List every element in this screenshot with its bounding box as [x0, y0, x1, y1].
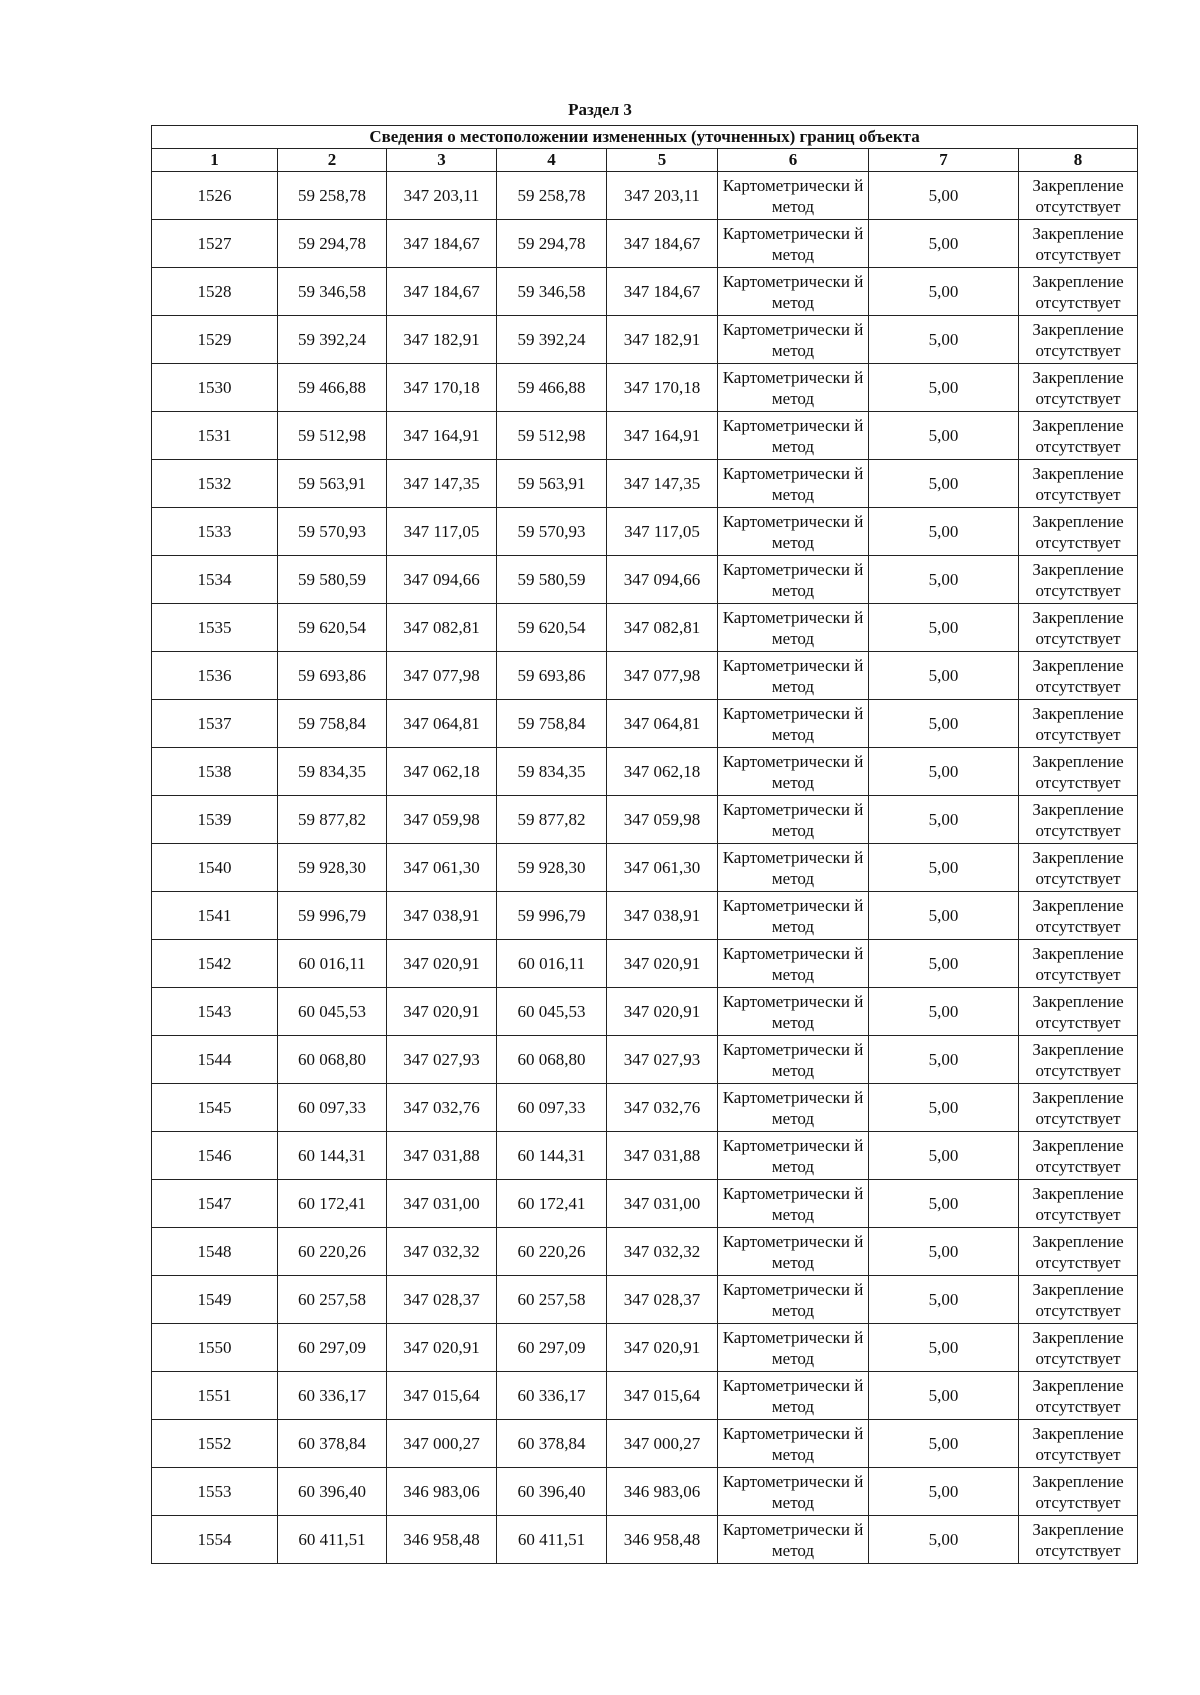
refined-y-cell: 347 028,37: [607, 1276, 718, 1324]
column-number: 2: [278, 149, 387, 172]
refined-y-cell: 347 164,91: [607, 412, 718, 460]
refined-y-cell: 347 031,00: [607, 1180, 718, 1228]
existing-y-cell: 347 094,66: [387, 556, 497, 604]
table-row: [152, 892, 1138, 940]
table-row: [152, 1084, 1138, 1132]
accuracy-cell: 5,00: [869, 364, 1019, 412]
refined-x-cell: 59 928,30: [497, 844, 607, 892]
refined-x-cell: 59 580,59: [497, 556, 607, 604]
refined-x-cell: 60 016,11: [497, 940, 607, 988]
refined-x-cell: 59 346,58: [497, 268, 607, 316]
method-cell: Картометрически й метод: [718, 844, 869, 892]
method-cell: Картометрически й метод: [718, 556, 869, 604]
point-number-cell: 1529: [152, 316, 278, 364]
method-cell: Картометрически й метод: [718, 796, 869, 844]
existing-y-cell: 346 958,48: [387, 1516, 497, 1564]
point-number-cell: 1544: [152, 1036, 278, 1084]
accuracy-cell: 5,00: [869, 316, 1019, 364]
accuracy-cell: 5,00: [869, 412, 1019, 460]
column-number: 8: [1019, 149, 1138, 172]
existing-y-cell: 347 184,67: [387, 268, 497, 316]
table-row: [152, 1468, 1138, 1516]
method-cell: Картометрически й метод: [718, 940, 869, 988]
table-row: [152, 652, 1138, 700]
method-cell: Картометрически й метод: [718, 268, 869, 316]
existing-x-cell: 59 580,59: [278, 556, 387, 604]
existing-x-cell: 59 996,79: [278, 892, 387, 940]
point-number-cell: 1546: [152, 1132, 278, 1180]
existing-x-cell: 59 834,35: [278, 748, 387, 796]
column-number: 1: [152, 149, 278, 172]
fixation-cell: Закрепление отсутствует: [1019, 604, 1138, 652]
refined-y-cell: 347 184,67: [607, 220, 718, 268]
refined-x-cell: 60 097,33: [497, 1084, 607, 1132]
refined-y-cell: 347 027,93: [607, 1036, 718, 1084]
existing-y-cell: 347 059,98: [387, 796, 497, 844]
point-number-cell: 1539: [152, 796, 278, 844]
fixation-cell: Закрепление отсутствует: [1019, 796, 1138, 844]
point-number-cell: 1542: [152, 940, 278, 988]
refined-y-cell: 347 059,98: [607, 796, 718, 844]
existing-y-cell: 347 184,67: [387, 220, 497, 268]
accuracy-cell: 5,00: [869, 172, 1019, 220]
table-row: [152, 220, 1138, 268]
fixation-cell: Закрепление отсутствует: [1019, 1324, 1138, 1372]
fixation-cell: Закрепление отсутствует: [1019, 268, 1138, 316]
existing-x-cell: 60 396,40: [278, 1468, 387, 1516]
existing-x-cell: 59 346,58: [278, 268, 387, 316]
method-cell: Картометрически й метод: [718, 988, 869, 1036]
refined-y-cell: 347 117,05: [607, 508, 718, 556]
table-row: [152, 1180, 1138, 1228]
point-number-cell: 1532: [152, 460, 278, 508]
table-row: [152, 1372, 1138, 1420]
refined-y-cell: 347 062,18: [607, 748, 718, 796]
accuracy-cell: 5,00: [869, 1468, 1019, 1516]
fixation-cell: Закрепление отсутствует: [1019, 460, 1138, 508]
table-row: [152, 316, 1138, 364]
existing-y-cell: 347 028,37: [387, 1276, 497, 1324]
table-row: [152, 604, 1138, 652]
refined-y-cell: 347 032,32: [607, 1228, 718, 1276]
refined-y-cell: 347 094,66: [607, 556, 718, 604]
refined-x-cell: 60 257,58: [497, 1276, 607, 1324]
existing-y-cell: 347 015,64: [387, 1372, 497, 1420]
accuracy-cell: 5,00: [869, 1228, 1019, 1276]
table-row: [152, 940, 1138, 988]
accuracy-cell: 5,00: [869, 1132, 1019, 1180]
method-cell: Картометрически й метод: [718, 364, 869, 412]
refined-x-cell: 59 996,79: [497, 892, 607, 940]
existing-y-cell: 347 170,18: [387, 364, 497, 412]
method-cell: Картометрически й метод: [718, 508, 869, 556]
accuracy-cell: 5,00: [869, 268, 1019, 316]
refined-y-cell: 347 032,76: [607, 1084, 718, 1132]
refined-x-cell: 59 877,82: [497, 796, 607, 844]
existing-x-cell: 59 512,98: [278, 412, 387, 460]
existing-x-cell: 59 693,86: [278, 652, 387, 700]
refined-y-cell: 347 038,91: [607, 892, 718, 940]
method-cell: Картометрически й метод: [718, 748, 869, 796]
existing-x-cell: 60 297,09: [278, 1324, 387, 1372]
fixation-cell: Закрепление отсутствует: [1019, 1468, 1138, 1516]
accuracy-cell: 5,00: [869, 748, 1019, 796]
refined-x-cell: 59 758,84: [497, 700, 607, 748]
existing-y-cell: 347 064,81: [387, 700, 497, 748]
fixation-cell: Закрепление отсутствует: [1019, 412, 1138, 460]
point-number-cell: 1537: [152, 700, 278, 748]
point-number-cell: 1534: [152, 556, 278, 604]
method-cell: Картометрически й метод: [718, 604, 869, 652]
refined-x-cell: 59 294,78: [497, 220, 607, 268]
existing-x-cell: 59 392,24: [278, 316, 387, 364]
point-number-cell: 1541: [152, 892, 278, 940]
existing-x-cell: 59 466,88: [278, 364, 387, 412]
fixation-cell: Закрепление отсутствует: [1019, 940, 1138, 988]
table-row: [152, 412, 1138, 460]
table-row: [152, 1036, 1138, 1084]
method-cell: Картометрически й метод: [718, 1228, 869, 1276]
table-row: [152, 796, 1138, 844]
point-number-cell: 1550: [152, 1324, 278, 1372]
method-cell: Картометрически й метод: [718, 652, 869, 700]
existing-y-cell: 347 020,91: [387, 988, 497, 1036]
accuracy-cell: 5,00: [869, 652, 1019, 700]
refined-y-cell: 347 064,81: [607, 700, 718, 748]
existing-x-cell: 60 411,51: [278, 1516, 387, 1564]
method-cell: Картометрически й метод: [718, 1180, 869, 1228]
accuracy-cell: 5,00: [869, 700, 1019, 748]
accuracy-cell: 5,00: [869, 556, 1019, 604]
table-row: [152, 1324, 1138, 1372]
point-number-cell: 1540: [152, 844, 278, 892]
fixation-cell: Закрепление отсутствует: [1019, 1276, 1138, 1324]
fixation-cell: Закрепление отсутствует: [1019, 700, 1138, 748]
accuracy-cell: 5,00: [869, 988, 1019, 1036]
table-caption-row: [152, 126, 1138, 149]
refined-x-cell: 60 220,26: [497, 1228, 607, 1276]
refined-x-cell: 59 563,91: [497, 460, 607, 508]
table-body: [152, 172, 1138, 1564]
fixation-cell: Закрепление отсутствует: [1019, 172, 1138, 220]
accuracy-cell: 5,00: [869, 1372, 1019, 1420]
table-row: [152, 1276, 1138, 1324]
method-cell: Картометрически й метод: [718, 1372, 869, 1420]
point-number-cell: 1528: [152, 268, 278, 316]
fixation-cell: Закрепление отсутствует: [1019, 364, 1138, 412]
table-row: [152, 700, 1138, 748]
fixation-cell: Закрепление отсутствует: [1019, 988, 1138, 1036]
refined-x-cell: 60 172,41: [497, 1180, 607, 1228]
point-number-cell: 1531: [152, 412, 278, 460]
method-cell: Картометрически й метод: [718, 1036, 869, 1084]
existing-y-cell: 347 082,81: [387, 604, 497, 652]
existing-y-cell: 347 147,35: [387, 460, 497, 508]
refined-x-cell: 60 396,40: [497, 1468, 607, 1516]
fixation-cell: Закрепление отсутствует: [1019, 1036, 1138, 1084]
refined-x-cell: 59 392,24: [497, 316, 607, 364]
fixation-cell: Закрепление отсутствует: [1019, 652, 1138, 700]
accuracy-cell: 5,00: [869, 1516, 1019, 1564]
existing-x-cell: 59 620,54: [278, 604, 387, 652]
existing-y-cell: 347 000,27: [387, 1420, 497, 1468]
accuracy-cell: 5,00: [869, 220, 1019, 268]
refined-x-cell: 60 378,84: [497, 1420, 607, 1468]
accuracy-cell: 5,00: [869, 1420, 1019, 1468]
existing-x-cell: 59 570,93: [278, 508, 387, 556]
boundary-coordinates-table: [151, 125, 1138, 1564]
point-number-cell: 1536: [152, 652, 278, 700]
refined-y-cell: 347 077,98: [607, 652, 718, 700]
column-number: 4: [497, 149, 607, 172]
existing-y-cell: 347 062,18: [387, 748, 497, 796]
fixation-cell: Закрепление отсутствует: [1019, 508, 1138, 556]
existing-x-cell: 60 220,26: [278, 1228, 387, 1276]
point-number-cell: 1551: [152, 1372, 278, 1420]
method-cell: Картометрически й метод: [718, 892, 869, 940]
table-row: [152, 172, 1138, 220]
refined-y-cell: 347 203,11: [607, 172, 718, 220]
refined-x-cell: 59 466,88: [497, 364, 607, 412]
accuracy-cell: 5,00: [869, 604, 1019, 652]
refined-x-cell: 60 297,09: [497, 1324, 607, 1372]
existing-x-cell: 60 172,41: [278, 1180, 387, 1228]
method-cell: Картометрически й метод: [718, 1420, 869, 1468]
accuracy-cell: 5,00: [869, 892, 1019, 940]
refined-y-cell: 346 983,06: [607, 1468, 718, 1516]
refined-y-cell: 347 020,91: [607, 988, 718, 1036]
method-cell: Картометрически й метод: [718, 1276, 869, 1324]
point-number-cell: 1548: [152, 1228, 278, 1276]
point-number-cell: 1527: [152, 220, 278, 268]
existing-x-cell: 59 563,91: [278, 460, 387, 508]
existing-x-cell: 59 258,78: [278, 172, 387, 220]
existing-x-cell: 60 257,58: [278, 1276, 387, 1324]
column-number: 7: [869, 149, 1019, 172]
existing-y-cell: 347 020,91: [387, 940, 497, 988]
method-cell: Картометрически й метод: [718, 412, 869, 460]
refined-y-cell: 347 184,67: [607, 268, 718, 316]
point-number-cell: 1543: [152, 988, 278, 1036]
refined-y-cell: 347 000,27: [607, 1420, 718, 1468]
refined-y-cell: 347 170,18: [607, 364, 718, 412]
fixation-cell: Закрепление отсутствует: [1019, 1372, 1138, 1420]
existing-y-cell: 347 203,11: [387, 172, 497, 220]
accuracy-cell: 5,00: [869, 460, 1019, 508]
table-caption: Сведения о местоположении измененных (уточненных) границ объекта: [152, 126, 1138, 149]
refined-y-cell: 347 182,91: [607, 316, 718, 364]
refined-x-cell: 59 512,98: [497, 412, 607, 460]
method-cell: Картометрически й метод: [718, 1324, 869, 1372]
refined-x-cell: 59 620,54: [497, 604, 607, 652]
existing-y-cell: 347 077,98: [387, 652, 497, 700]
method-cell: Картометрически й метод: [718, 316, 869, 364]
method-cell: Картометрически й метод: [718, 1084, 869, 1132]
refined-y-cell: 347 015,64: [607, 1372, 718, 1420]
method-cell: Картометрически й метод: [718, 1468, 869, 1516]
accuracy-cell: 5,00: [869, 796, 1019, 844]
method-cell: Картометрически й метод: [718, 1516, 869, 1564]
table-row: [152, 460, 1138, 508]
point-number-cell: 1545: [152, 1084, 278, 1132]
refined-x-cell: 59 834,35: [497, 748, 607, 796]
refined-x-cell: 60 068,80: [497, 1036, 607, 1084]
refined-x-cell: 60 144,31: [497, 1132, 607, 1180]
point-number-cell: 1526: [152, 172, 278, 220]
refined-x-cell: 59 570,93: [497, 508, 607, 556]
table-row: [152, 508, 1138, 556]
point-number-cell: 1530: [152, 364, 278, 412]
refined-y-cell: 347 020,91: [607, 1324, 718, 1372]
existing-y-cell: 347 020,91: [387, 1324, 497, 1372]
method-cell: Картометрически й метод: [718, 460, 869, 508]
refined-y-cell: 347 020,91: [607, 940, 718, 988]
existing-y-cell: 347 032,76: [387, 1084, 497, 1132]
table-row: [152, 748, 1138, 796]
existing-y-cell: 347 031,88: [387, 1132, 497, 1180]
existing-x-cell: 60 378,84: [278, 1420, 387, 1468]
table-row: [152, 364, 1138, 412]
fixation-cell: Закрепление отсутствует: [1019, 748, 1138, 796]
table-row: [152, 1420, 1138, 1468]
accuracy-cell: 5,00: [869, 1180, 1019, 1228]
column-number: 3: [387, 149, 497, 172]
existing-x-cell: 60 097,33: [278, 1084, 387, 1132]
method-cell: Картометрически й метод: [718, 1132, 869, 1180]
table-row: [152, 556, 1138, 604]
column-number: 5: [607, 149, 718, 172]
refined-x-cell: 59 258,78: [497, 172, 607, 220]
refined-y-cell: 346 958,48: [607, 1516, 718, 1564]
refined-x-cell: 60 045,53: [497, 988, 607, 1036]
accuracy-cell: 5,00: [869, 1084, 1019, 1132]
method-cell: Картометрически й метод: [718, 700, 869, 748]
point-number-cell: 1553: [152, 1468, 278, 1516]
accuracy-cell: 5,00: [869, 508, 1019, 556]
existing-y-cell: 347 032,32: [387, 1228, 497, 1276]
point-number-cell: 1554: [152, 1516, 278, 1564]
existing-x-cell: 60 068,80: [278, 1036, 387, 1084]
accuracy-cell: 5,00: [869, 940, 1019, 988]
existing-y-cell: 346 983,06: [387, 1468, 497, 1516]
existing-y-cell: 347 182,91: [387, 316, 497, 364]
existing-y-cell: 347 031,00: [387, 1180, 497, 1228]
point-number-cell: 1547: [152, 1180, 278, 1228]
existing-x-cell: 60 045,53: [278, 988, 387, 1036]
point-number-cell: 1535: [152, 604, 278, 652]
existing-x-cell: 60 016,11: [278, 940, 387, 988]
accuracy-cell: 5,00: [869, 1324, 1019, 1372]
section-title: Раздел 3: [568, 100, 632, 119]
table-row: [152, 1132, 1138, 1180]
point-number-cell: 1538: [152, 748, 278, 796]
fixation-cell: Закрепление отсутствует: [1019, 1180, 1138, 1228]
fixation-cell: Закрепление отсутствует: [1019, 1132, 1138, 1180]
existing-y-cell: 347 117,05: [387, 508, 497, 556]
fixation-cell: Закрепление отсутствует: [1019, 1228, 1138, 1276]
refined-y-cell: 347 031,88: [607, 1132, 718, 1180]
method-cell: Картометрически й метод: [718, 172, 869, 220]
refined-x-cell: 60 411,51: [497, 1516, 607, 1564]
refined-x-cell: 59 693,86: [497, 652, 607, 700]
fixation-cell: Закрепление отсутствует: [1019, 220, 1138, 268]
point-number-cell: 1552: [152, 1420, 278, 1468]
column-number: 6: [718, 149, 869, 172]
existing-x-cell: 59 758,84: [278, 700, 387, 748]
fixation-cell: Закрепление отсутствует: [1019, 892, 1138, 940]
accuracy-cell: 5,00: [869, 1036, 1019, 1084]
existing-x-cell: 60 144,31: [278, 1132, 387, 1180]
fixation-cell: Закрепление отсутствует: [1019, 844, 1138, 892]
point-number-cell: 1549: [152, 1276, 278, 1324]
method-cell: Картометрически й метод: [718, 220, 869, 268]
accuracy-cell: 5,00: [869, 1276, 1019, 1324]
fixation-cell: Закрепление отсутствует: [1019, 1420, 1138, 1468]
refined-x-cell: 60 336,17: [497, 1372, 607, 1420]
accuracy-cell: 5,00: [869, 844, 1019, 892]
refined-y-cell: 347 147,35: [607, 460, 718, 508]
fixation-cell: Закрепление отсутствует: [1019, 556, 1138, 604]
table-row: [152, 268, 1138, 316]
existing-x-cell: 59 294,78: [278, 220, 387, 268]
existing-x-cell: 59 928,30: [278, 844, 387, 892]
point-number-cell: 1533: [152, 508, 278, 556]
existing-y-cell: 347 038,91: [387, 892, 497, 940]
fixation-cell: Закрепление отсутствует: [1019, 316, 1138, 364]
table-row: [152, 1228, 1138, 1276]
existing-y-cell: 347 164,91: [387, 412, 497, 460]
table-row: [152, 1516, 1138, 1564]
existing-x-cell: 59 877,82: [278, 796, 387, 844]
table-row: [152, 844, 1138, 892]
existing-x-cell: 60 336,17: [278, 1372, 387, 1420]
existing-y-cell: 347 061,30: [387, 844, 497, 892]
refined-y-cell: 347 061,30: [607, 844, 718, 892]
table-row: [152, 988, 1138, 1036]
refined-y-cell: 347 082,81: [607, 604, 718, 652]
existing-y-cell: 347 027,93: [387, 1036, 497, 1084]
column-number-row: [152, 149, 1138, 172]
fixation-cell: Закрепление отсутствует: [1019, 1084, 1138, 1132]
fixation-cell: Закрепление отсутствует: [1019, 1516, 1138, 1564]
